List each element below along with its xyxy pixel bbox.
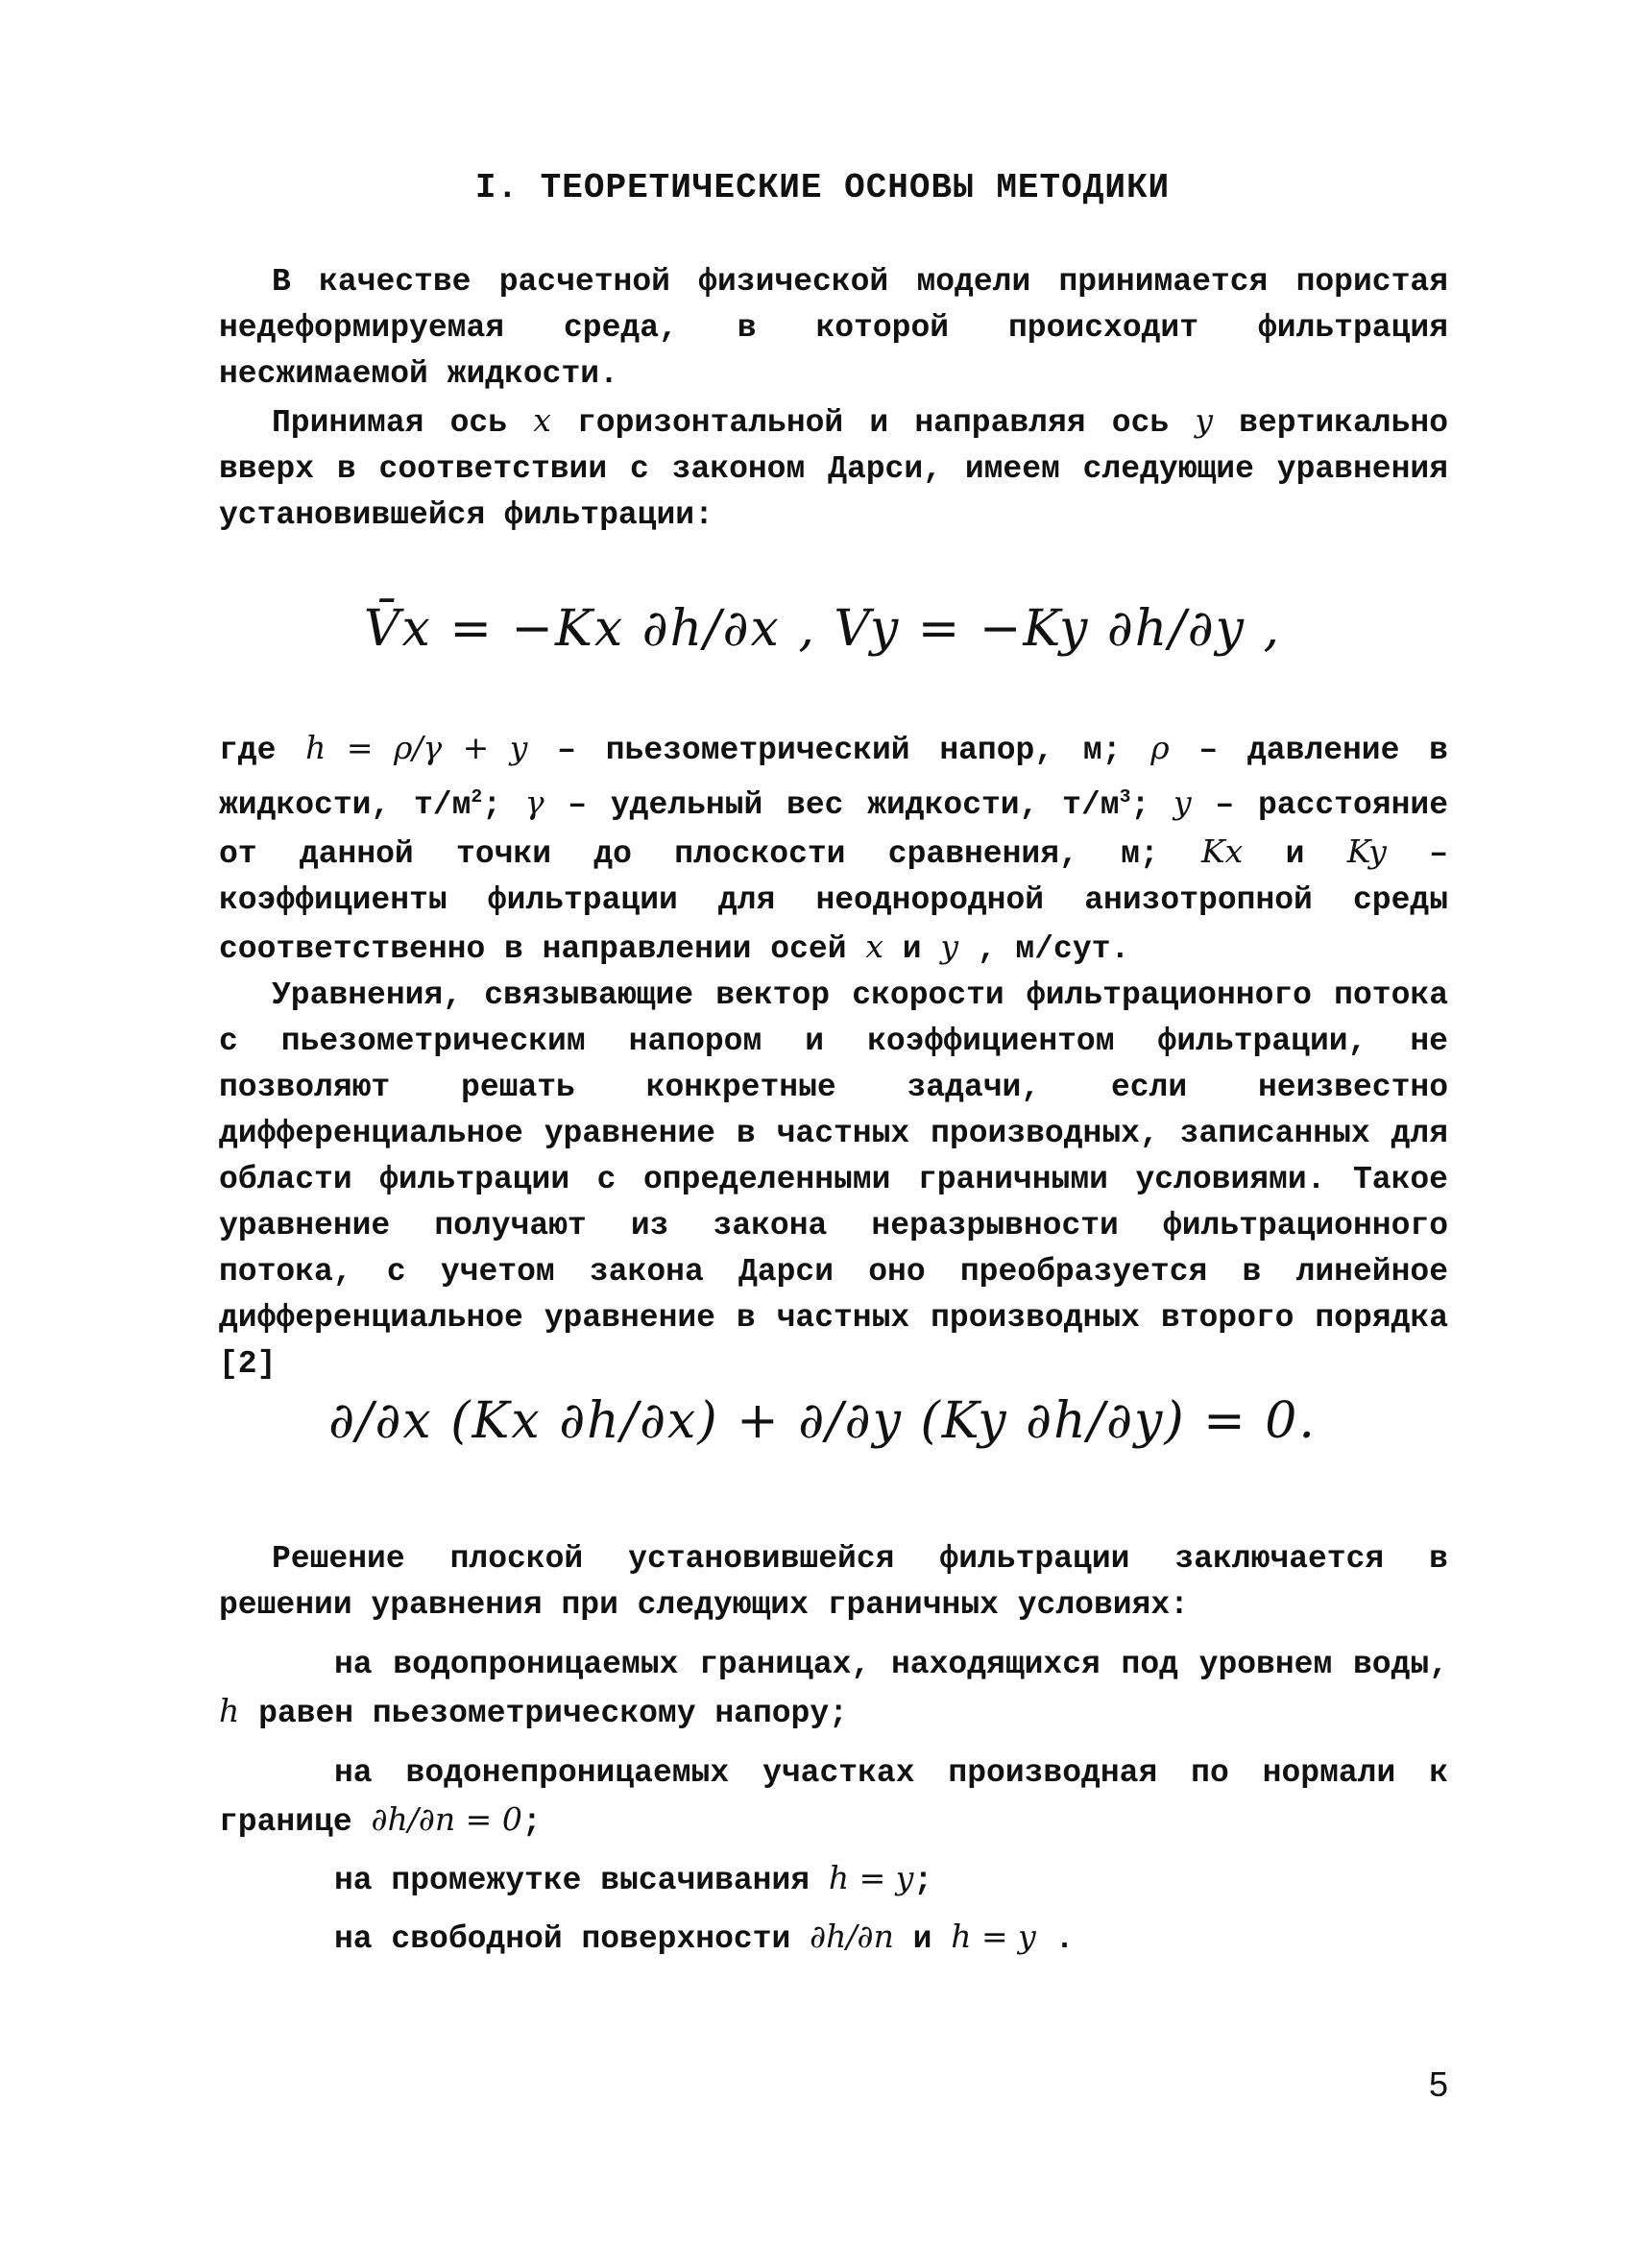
- section-title: I. ТЕОРЕТИЧЕСКИЕ ОСНОВЫ МЕТОДИКИ: [474, 168, 1171, 207]
- body-text-middle: [219, 725, 1448, 1387]
- head-formula: h = ρ/γ + y: [305, 729, 528, 766]
- def-text-h: и: [1243, 836, 1347, 872]
- axis-x-symbol: x: [533, 401, 551, 439]
- def-text-d: ;: [482, 787, 525, 823]
- def-text-e: – удельный вес жидкости, т/м: [544, 787, 1120, 823]
- x-symbol-2: x: [865, 928, 883, 965]
- def-sup-2: 2: [471, 786, 483, 808]
- def-text-f: ;: [1130, 787, 1174, 823]
- def-text-c: – давление в жидкости, т/м: [219, 733, 1448, 823]
- axes-text-b: горизонтальной и направляя ось: [550, 405, 1196, 441]
- cond1-h-symbol: h: [219, 1692, 240, 1729]
- cond1-text-b: равен пьезометрическому напору;: [239, 1696, 848, 1731]
- axes-text-c: вертикально вверх в соответствии с законом Дарси, имеем следующие уравнения установившейся фильтрации:: [219, 405, 1449, 533]
- cond4-text-c: .: [1035, 1921, 1075, 1957]
- condition-permeable: [219, 1642, 1448, 1737]
- def-text-a: где: [219, 733, 306, 768]
- condition-free-surface: [219, 1914, 1448, 1963]
- cond2-text-a: на водонепроницаемых участках производная по нормали к границе: [219, 1755, 1448, 1840]
- cond4-text-b: и: [893, 1921, 952, 1957]
- def-text-i: – коэффициенты фильтрации для неоднородной анизотропной среды соответственно в направлении осей: [219, 836, 1448, 967]
- body-text-bottom: [219, 1536, 1448, 1963]
- axes-text-a: Принимая ось: [272, 405, 534, 441]
- continuity-formula: ∂/∂x (Kx ∂h/∂x) + ∂/∂y (Ky ∂h/∂y) = 0.: [328, 1392, 1317, 1450]
- cond4-formula-1: ∂h/∂n: [810, 1918, 894, 1955]
- axis-y-symbol: y: [1195, 401, 1213, 439]
- y-symbol-2: y: [940, 928, 959, 965]
- def-text-j: и: [883, 931, 941, 967]
- cond2-formula: ∂h/∂n = 0: [371, 1800, 522, 1838]
- kx-symbol: Kx: [1201, 832, 1244, 870]
- cond3-formula: h = y: [828, 1859, 914, 1896]
- cond4-text-a: на свободной поверхности: [334, 1921, 810, 1957]
- condition-seepage: [219, 1855, 1448, 1904]
- cond3-text-b: ;: [913, 1863, 933, 1898]
- def-text-b: – пьезометрический напор, м;: [527, 733, 1151, 768]
- y-symbol: y: [1173, 784, 1192, 821]
- cond2-text-b: ;: [521, 1804, 542, 1840]
- cond3-text-a: на промежутке высачивания: [334, 1863, 829, 1898]
- cond4-formula-2: h = y: [951, 1918, 1036, 1955]
- gamma-symbol: γ: [524, 784, 544, 821]
- paragraph-model: В качестве расчетной физической модели принимается пористая недеформируемая среда, в которой происходит фильтрация несжимаемой жидкости.: [219, 264, 1448, 392]
- body-text-top: [219, 259, 1448, 539]
- def-sup-3: 3: [1119, 786, 1131, 808]
- condition-impermeable: [219, 1750, 1448, 1846]
- def-text-g: – расстояние от данной точки до плоскости сравнения, м;: [219, 787, 1449, 872]
- def-text-k: , м/сут.: [958, 931, 1130, 967]
- ky-symbol: Ky: [1346, 832, 1387, 870]
- paragraph-definitions: [219, 725, 1448, 973]
- page-number: 5: [1428, 2064, 1448, 2104]
- paragraph-solution: Решение плоской установившейся фильтрации заключается в решении уравнения при следующих граничных условиях:: [219, 1541, 1448, 1623]
- paragraph-equations: Уравнения, связывающие вектор скорости фильтрационного потока с пьезометрическим напором и коэффициентом фильтрации, не позволяют решать конкретные задачи, если неизвестно дифференциальное уравнение в частных производных, записанных для области фильтрации с определенными граничными условиями. Такое уравнение получают из закона неразрывности фильтрационного потока, с учетом закона Дарси оно преобразуется в линейное дифференциальное уравнение в частных производных второго порядка [2]: [219, 977, 1448, 1382]
- darcy-formula: V̄x = −Kx ∂h/∂x , Vy = −Ky ∂h/∂y ,: [363, 600, 1282, 658]
- cond1-text-a: на водопроницаемых границах, находящихся под уровнем воды,: [334, 1647, 1448, 1682]
- rho-symbol: ρ: [1150, 729, 1170, 766]
- paragraph-axes: [219, 398, 1448, 539]
